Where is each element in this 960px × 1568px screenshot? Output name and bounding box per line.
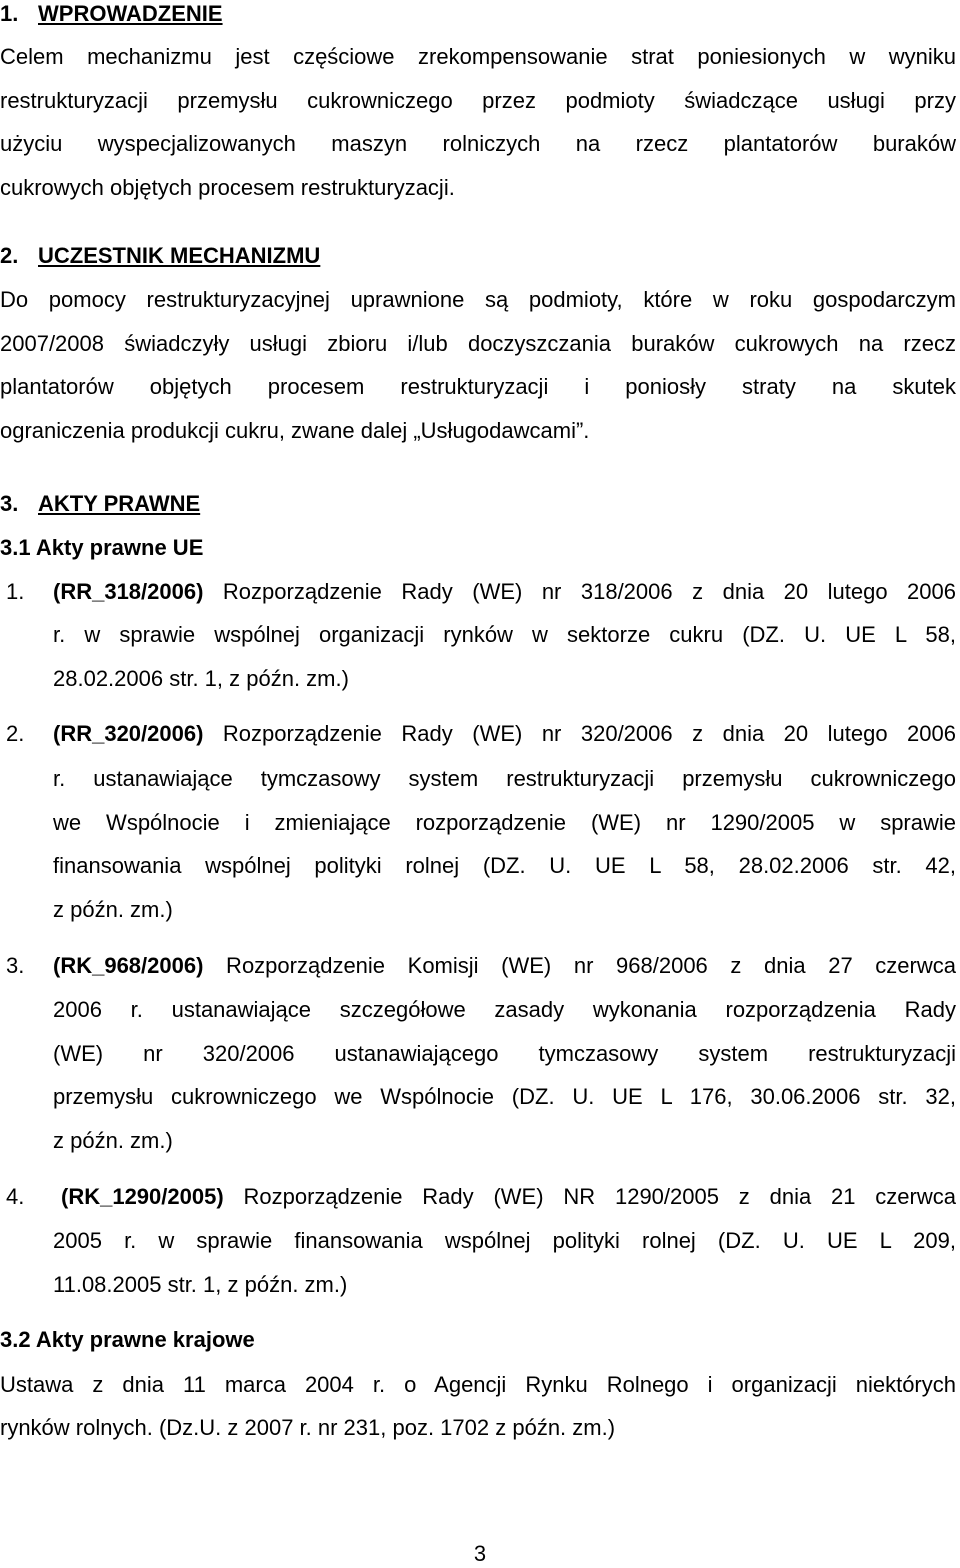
list-item-line: przemysłu cukrowniczego we Wspólnocie (DZ. U. UE L 176, 30.06.2006 str. 32, xyxy=(53,1084,956,1109)
section-3-heading xyxy=(0,490,200,518)
list-item-line: 2006 r. ustanawiające szczegółowe zasady wykonania rozporządzenia Rady xyxy=(53,997,956,1022)
regulation-code: (RK_968/2006) xyxy=(53,953,204,978)
list-item-line: r. ustanawiające tymczasowy system restrukturyzacji przemysłu cukrowniczego xyxy=(53,766,956,791)
list-item-line: r. w sprawie wspólnej organizacji rynków w sektorze cukru (DZ. U. UE L 58, xyxy=(53,622,956,647)
subsection-3-2-heading: 3.2 Akty prawne krajowe xyxy=(0,1327,255,1352)
list-item-first-line xyxy=(61,1183,956,1211)
paragraph-line: cukrowych objętych procesem restrukturyzacji. xyxy=(0,175,455,200)
section-title: UCZESTNIK MECHANIZMU xyxy=(38,243,321,268)
list-item-line: (WE) nr 320/2006 ustanawiającego tymczasowy system restrukturyzacji xyxy=(53,1041,956,1066)
list-item-number: 4. xyxy=(6,1184,25,1209)
paragraph-line: restrukturyzacji przemysłu cukrowniczego przez podmioty świadczące usługi przy xyxy=(0,88,956,113)
list-item-first-line xyxy=(53,952,956,980)
paragraph-line: rynków rolnych. (Dz.U. z 2007 r. nr 231, poz. 1702 z późn. zm.) xyxy=(0,1415,616,1440)
paragraph-line: ograniczenia produkcji cukru, zwane dalej „Usługodawcami”. xyxy=(0,418,590,443)
list-item-first-line xyxy=(53,578,956,606)
paragraph-line: 2007/2008 świadczyły usługi zbioru i/lub doczyszczania buraków cukrowych na rzecz xyxy=(0,331,956,356)
list-item-line: 11.08.2005 str. 1, z późn. zm.) xyxy=(53,1272,348,1297)
section-number: 3. xyxy=(0,491,19,516)
regulation-code: (RR_318/2006) xyxy=(53,579,204,604)
paragraph-line: Celem mechanizmu jest częściowe zrekompensowanie strat poniesionych w wyniku xyxy=(0,44,956,69)
section-number: 1. xyxy=(0,1,19,26)
list-item-line: 2005 r. w sprawie finansowania wspólnej polityki rolnej (DZ. U. UE L 209, xyxy=(53,1228,956,1253)
paragraph-line: Do pomocy restrukturyzacyjnej uprawnione są podmioty, które w roku gospodarczym xyxy=(0,287,956,312)
subsection-3-1-heading: 3.1 Akty prawne UE xyxy=(0,535,204,560)
list-item-line: z późn. zm.) xyxy=(53,1128,173,1153)
list-item-number: 3. xyxy=(6,953,25,978)
list-item-line: z późn. zm.) xyxy=(53,897,173,922)
section-1-heading xyxy=(0,0,223,28)
list-item-number: 2. xyxy=(6,721,25,746)
regulation-title: Rozporządzenie Komisji (WE) nr 968/2006 z dnia 27 czerwca xyxy=(203,953,956,978)
regulation-code: (RK_1290/2005) xyxy=(61,1184,224,1209)
regulation-title: Rozporządzenie Rady (WE) nr 318/2006 z dnia 20 lutego 2006 xyxy=(203,579,956,604)
list-item-number: 1. xyxy=(6,579,25,604)
list-item-line: 28.02.2006 str. 1, z późn. zm.) xyxy=(53,666,349,691)
list-item-first-line xyxy=(53,720,956,748)
list-item-line: we Wspólnocie i zmieniające rozporządzenie (WE) nr 1290/2005 w sprawie xyxy=(53,810,956,835)
regulation-title: Rozporządzenie Rady (WE) NR 1290/2005 z dnia 21 czerwca xyxy=(223,1184,956,1209)
regulation-title: Rozporządzenie Rady (WE) nr 320/2006 z dnia 20 lutego 2006 xyxy=(203,721,956,746)
section-number: 2. xyxy=(0,243,19,268)
section-2-heading xyxy=(0,242,320,270)
section-title: WPROWADZENIE xyxy=(38,1,223,26)
paragraph-line: plantatorów objętych procesem restrukturyzacji i poniosły straty na skutek xyxy=(0,374,956,399)
page-number: 3 xyxy=(473,1541,487,1566)
paragraph-line: Ustawa z dnia 11 marca 2004 r. o Agencji Rynku Rolnego i organizacji niektórych xyxy=(0,1372,956,1397)
regulation-code: (RR_320/2006) xyxy=(53,721,204,746)
list-item-line: finansowania wspólnej polityki rolnej (DZ. U. UE L 58, 28.02.2006 str. 42, xyxy=(53,853,956,878)
section-title: AKTY PRAWNE xyxy=(38,491,201,516)
paragraph-line: użyciu wyspecjalizowanych maszyn rolniczych na rzecz plantatorów buraków xyxy=(0,131,956,156)
